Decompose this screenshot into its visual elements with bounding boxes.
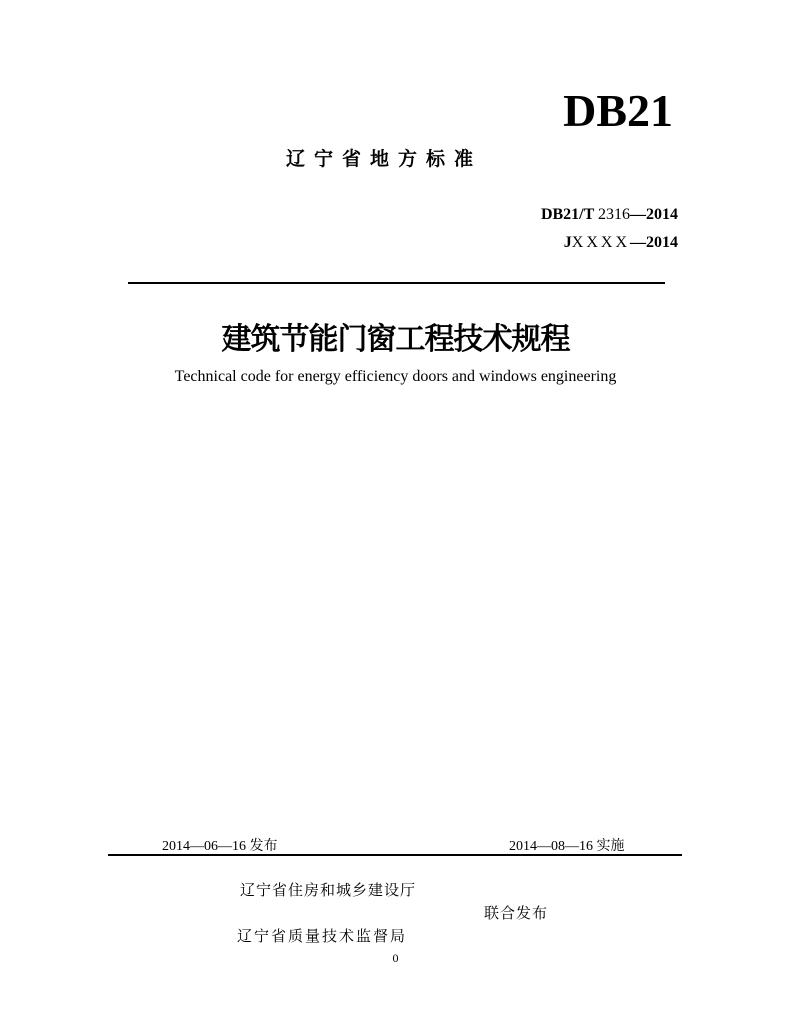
issuer-housing-department: 辽宁省住房和城乡建设厅 — [240, 881, 417, 899]
record-number-prefix: J — [563, 234, 572, 251]
standard-number-dash: — — [630, 206, 646, 223]
standard-number-year: 2014 — [646, 206, 678, 223]
standard-number-value: 2316 — [598, 206, 630, 223]
standard-number — [541, 206, 678, 224]
standard-number-prefix: DB21/T — [540, 206, 598, 223]
issuer-quality-bureau: 辽宁省质量技术监督局 — [237, 927, 408, 945]
standard-type-label: 辽宁省地方标准 — [286, 148, 483, 170]
issue-date: 2014—06—16 发布 — [162, 839, 278, 854]
bottom-divider — [108, 854, 682, 856]
document-title-en: Technical code for energy efficiency doors and windows engineering — [174, 368, 617, 385]
record-number — [564, 234, 678, 252]
record-number-dash: — — [630, 234, 646, 251]
standard-code-heading: DB21 — [563, 85, 673, 136]
implementation-date: 2014—08—16 实施 — [509, 839, 625, 854]
document-title-cn: 建筑节能门窗工程技术规程 — [221, 322, 570, 357]
joint-issue-label: 联合发布 — [484, 904, 549, 922]
page-number: 0 — [392, 951, 399, 965]
record-number-value: XXXX — [571, 234, 630, 251]
top-divider — [128, 282, 665, 284]
record-number-year: 2014 — [646, 234, 678, 251]
